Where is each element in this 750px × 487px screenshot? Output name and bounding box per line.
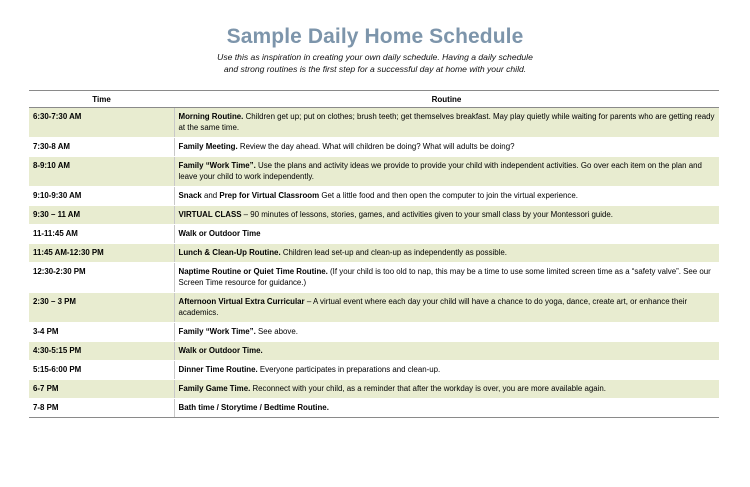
routine-name: Bath time / Storytime / Bedtime Routine. [178, 403, 329, 412]
routine-cell [174, 342, 719, 361]
time-cell: 2:30 – 3 PM [29, 293, 174, 323]
table-row [29, 342, 719, 361]
routine-cell [174, 244, 719, 263]
time-cell: 6:30-7:30 AM [29, 108, 174, 138]
subtitle-line: and strong routines is the first step for a successful day at home with your child. [223, 64, 527, 74]
routine-description: (If your child is too old to nap, this may be a time to use some limited screen time as a “safety valve”. See our Screen Time resource for guidance.) [178, 267, 711, 287]
time-cell: 9:30 – 11 AM [29, 206, 174, 225]
table-row [29, 187, 719, 206]
time-cell: 5:15-6:00 PM [29, 361, 174, 380]
routine-cell [174, 361, 719, 380]
routine-description: and [201, 191, 220, 200]
routine-name: Family Meeting. [178, 142, 238, 151]
routine-name: Naptime Routine or Quiet Time Routine. [178, 267, 328, 276]
time-cell: 7:30-8 AM [29, 138, 174, 157]
schedule-table [29, 90, 719, 418]
routine-name: Prep for Virtual Classroom [219, 191, 320, 200]
table-row [29, 157, 719, 187]
table-row [29, 206, 719, 225]
table-row [29, 263, 719, 293]
routine-cell [174, 323, 719, 342]
routine-cell [174, 157, 719, 187]
routine-description: – A virtual event where each day your child will have a chance to do yoga, dance, create art, or enhance their academics. [178, 297, 688, 317]
time-cell: 9:10-9:30 AM [29, 187, 174, 206]
routine-name: Family Game Time. [178, 384, 251, 393]
time-cell: 3-4 PM [29, 323, 174, 342]
routine-name: VIRTUAL CLASS [178, 210, 242, 219]
routine-name: Dinner Time Routine. [178, 365, 258, 374]
routine-cell [174, 187, 719, 206]
routine-description: Get a little food and then open the computer to join the virtual experience. [319, 191, 578, 200]
routine-cell [174, 263, 719, 293]
routine-cell [174, 138, 719, 157]
routine-name: Afternoon Virtual Extra Curricular [178, 297, 305, 306]
table-row [29, 399, 719, 418]
time-cell: 4:30-5:15 PM [29, 342, 174, 361]
routine-name: Morning Routine. [178, 112, 244, 121]
routine-cell [174, 206, 719, 225]
time-cell: 6-7 PM [29, 380, 174, 399]
header-time: Time [29, 91, 174, 108]
routine-name: Snack [178, 191, 202, 200]
routine-description: Use the plans and activity ideas we provide to provide your child with independent activities. Go over each item on the plan and leave your child to work independently. [178, 161, 702, 181]
table-row [29, 225, 719, 244]
routine-description: Review the day ahead. What will children be doing? What will adults be doing? [237, 142, 515, 151]
routine-description: Children get up; put on clothes; brush teeth; get themselves breakfast. May play quietly while waiting for parents who are getting ready at the same time. [178, 112, 715, 132]
table-row [29, 380, 719, 399]
routine-description: Everyone participates in preparations and clean-up. [257, 365, 441, 374]
time-cell: 12:30-2:30 PM [29, 263, 174, 293]
table-row [29, 323, 719, 342]
routine-cell [174, 108, 719, 138]
routine-description: See above. [255, 327, 298, 336]
time-cell: 11-11:45 AM [29, 225, 174, 244]
table-row [29, 138, 719, 157]
time-cell: 7-8 PM [29, 399, 174, 418]
routine-description: Children lead set-up and clean-up as independently as possible. [280, 248, 507, 257]
routine-name: Walk or Outdoor Time [178, 229, 261, 238]
subtitle-line: Use this as inspiration in creating your own daily schedule. Having a daily schedule [217, 52, 533, 62]
table-row [29, 361, 719, 380]
schedule-rows [29, 108, 719, 418]
routine-cell [174, 293, 719, 323]
page-subtitle [0, 51, 750, 75]
routine-name: Family “Work Time”. [178, 327, 256, 336]
routine-cell [174, 380, 719, 399]
routine-cell [174, 399, 719, 418]
table-header-row [29, 91, 719, 108]
routine-cell [174, 225, 719, 244]
routine-name: Lunch & Clean-Up Routine. [178, 248, 281, 257]
table-row [29, 244, 719, 263]
routine-name: Walk or Outdoor Time. [178, 346, 263, 355]
routine-description: Reconnect with your child, as a reminder that after the workday is over, you are more available again. [250, 384, 606, 393]
table-row [29, 108, 719, 138]
page-title: Sample Daily Home Schedule [226, 25, 524, 48]
time-cell: 8-9:10 AM [29, 157, 174, 187]
routine-name: Family “Work Time”. [178, 161, 256, 170]
time-cell: 11:45 AM-12:30 PM [29, 244, 174, 263]
header-routine: Routine [174, 91, 719, 108]
table-row [29, 293, 719, 323]
routine-description: – 90 minutes of lessons, stories, games, and activities given to your small class by your Montessori guide. [241, 210, 613, 219]
